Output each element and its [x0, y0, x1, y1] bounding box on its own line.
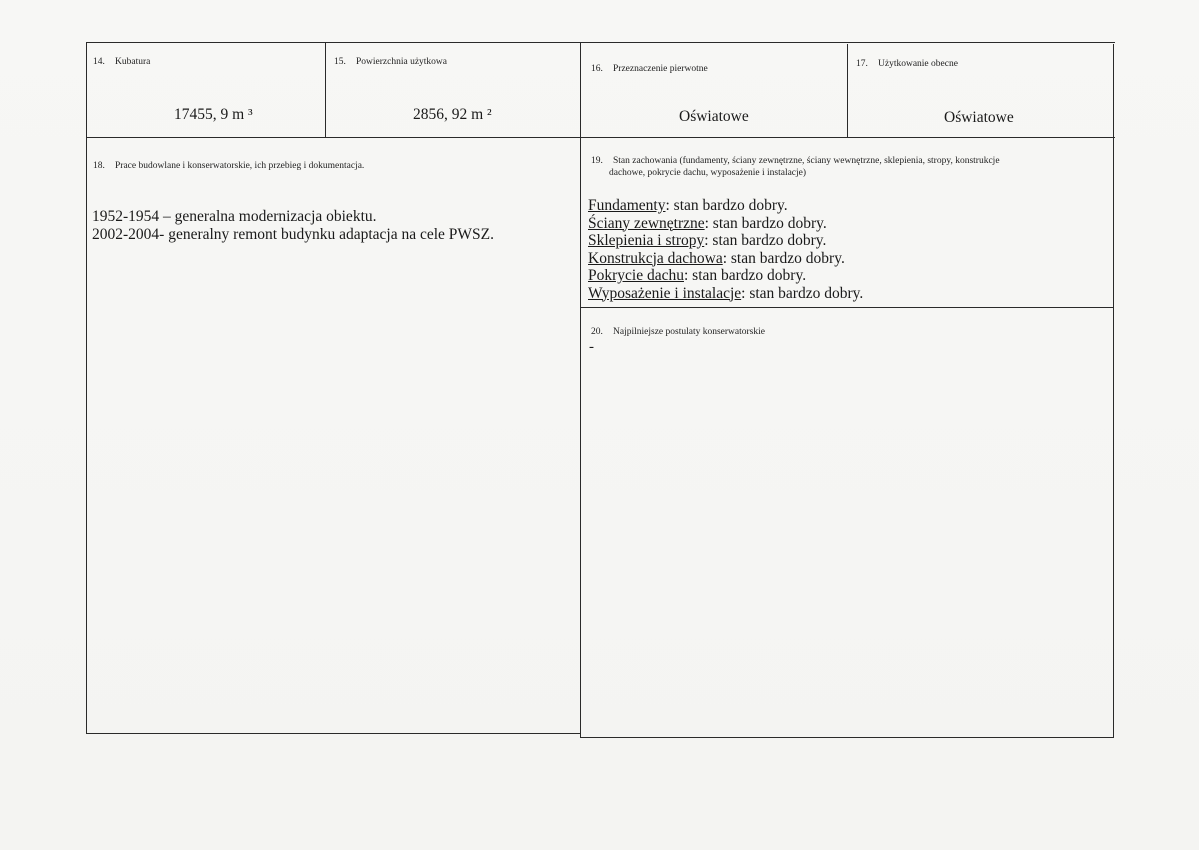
- condition-value: : stan bardzo dobry.: [741, 284, 864, 302]
- field-14-label: [93, 56, 150, 68]
- field-18-label: [93, 160, 364, 172]
- field-18-works: [92, 208, 494, 244]
- field-19-label-line1: Stan zachowania (fundamenty, ściany zewnętrzne, ściany wewnętrzne, sklepienia, stropy, konstrukcje: [613, 156, 1000, 166]
- field-20-value: -: [589, 339, 594, 355]
- table-col-divider-1: [325, 42, 326, 137]
- field-16-label: [591, 63, 708, 75]
- field-18-label-text: Prace budowlane i konserwatorskie, ich przebieg i dokumentacja.: [115, 161, 365, 171]
- field-17-value: Oświatowe: [944, 109, 1014, 126]
- table-row-divider-1: [86, 137, 1115, 138]
- table-border-right: [1113, 44, 1114, 738]
- field-17-number: 17.: [856, 59, 868, 69]
- condition-row: [588, 250, 863, 268]
- condition-value: : stan bardzo dobry.: [722, 249, 845, 267]
- condition-value: : stan bardzo dobry.: [665, 197, 788, 214]
- table-row-divider-2: [580, 307, 1113, 308]
- field-19-label: [591, 155, 1091, 179]
- condition-key: Sklepienia i stropy: [588, 232, 705, 249]
- condition-row: [588, 197, 863, 215]
- field-20-label-text: Najpilniejsze postulaty konserwatorskie: [613, 327, 765, 337]
- condition-key: Pokrycie dachu: [588, 267, 684, 284]
- field-16-number: 16.: [591, 64, 603, 74]
- field-16-value: Oświatowe: [679, 108, 749, 125]
- field-14-number: 14.: [93, 57, 105, 67]
- field-19-number: 19.: [591, 156, 603, 166]
- field-14-value: 17455, 9 m ³: [174, 106, 253, 123]
- field-16-label-text: Przeznaczenie pierwotne: [613, 64, 708, 74]
- field-19-conditions: [588, 197, 863, 302]
- field-15-label-text: Powierzchnia użytkowa: [356, 57, 448, 67]
- condition-value: : stan bardzo dobry.: [683, 267, 807, 284]
- field-20-number: 20.: [591, 327, 603, 337]
- works-line: 2002-2004- generalny remont budynku adaptacja na cele PWSZ.: [92, 226, 495, 243]
- table-border-left: [86, 42, 87, 734]
- table-border-bottom-left: [86, 733, 580, 734]
- condition-key: Konstrukcja dachowa: [588, 249, 723, 267]
- condition-key: Ściany zewnętrzne: [588, 214, 705, 232]
- field-17-label: [856, 58, 958, 70]
- condition-key: Fundamenty: [588, 197, 666, 214]
- field-15-number: 15.: [334, 57, 346, 67]
- field-19-label-line2: dachowe, pokrycie dachu, wyposażenie i instalacje): [609, 168, 807, 178]
- table-border-bottom-right: [580, 737, 1113, 738]
- condition-key: Wyposażenie i instalacje: [588, 284, 742, 302]
- condition-row: [588, 232, 863, 250]
- field-14-label-text: Kubatura: [115, 57, 151, 67]
- condition-row: [588, 267, 863, 285]
- table-col-divider-2: [580, 42, 581, 738]
- field-15-label: [334, 56, 447, 68]
- table-border-top: [86, 42, 1115, 43]
- condition-value: : stan bardzo dobry.: [704, 232, 827, 249]
- condition-row: [588, 215, 863, 233]
- field-20-label: [591, 326, 765, 338]
- field-15-value: 2856, 92 m ²: [413, 106, 492, 123]
- condition-row: [588, 285, 863, 303]
- condition-value: : stan bardzo dobry.: [704, 214, 827, 232]
- field-18-number: 18.: [93, 161, 105, 171]
- table-col-divider-3: [847, 44, 848, 137]
- works-line: 1952-1954 – generalna modernizacja obiektu.: [92, 208, 377, 225]
- field-17-label-text: Użytkowanie obecne: [878, 59, 958, 69]
